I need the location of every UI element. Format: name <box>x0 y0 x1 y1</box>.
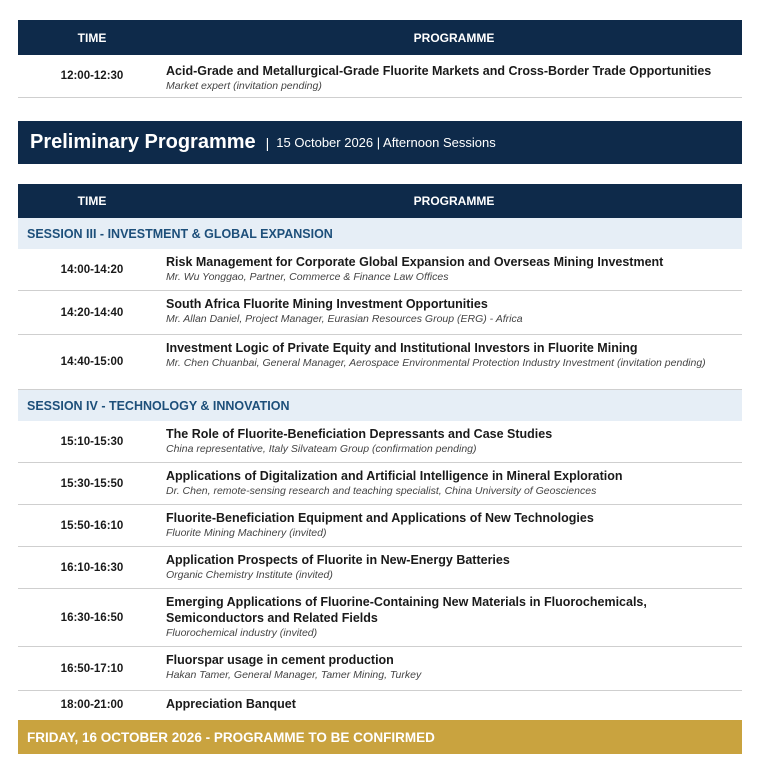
row-content <box>166 589 742 646</box>
table-row <box>18 647 742 691</box>
row-title: Fluorspar usage in cement production <box>166 653 394 667</box>
table-header <box>18 20 742 55</box>
row-title: Appreciation Banquet <box>166 697 296 711</box>
header-time: TIME <box>77 30 107 45</box>
row-content <box>166 291 742 334</box>
header-programme: PROGRAMME <box>413 194 495 208</box>
banner-separator: | <box>265 134 270 151</box>
row-speaker: Fluorite Mining Machinery (invited) <box>166 527 327 539</box>
row-time: 15:10-15:30 <box>60 435 124 448</box>
table-row <box>18 335 742 390</box>
table-row <box>18 291 742 335</box>
row-title: South Africa Fluorite Mining Investment Opportunities <box>166 297 488 311</box>
row-title: Applications of Digitalization and Artificial Intelligence in Mineral Exploration <box>166 469 623 483</box>
row-speaker: Hakan Tamer, General Manager, Tamer Mining, Turkey <box>166 669 422 681</box>
row-content <box>166 547 742 588</box>
row-time: 14:00-14:20 <box>60 263 124 276</box>
table-row <box>18 463 742 505</box>
row-content <box>166 421 742 462</box>
session-heading: SESSION IV - TECHNOLOGY & INNOVATION <box>18 390 742 421</box>
table-row <box>18 55 742 98</box>
row-content <box>166 463 742 504</box>
table-row <box>18 691 742 718</box>
row-content <box>166 335 742 389</box>
row-content <box>166 249 742 290</box>
row-time: 14:20-14:40 <box>60 306 124 319</box>
row-content <box>166 647 742 690</box>
row-title: Acid-Grade and Metallurgical-Grade Fluorite Markets and Cross-Border Trade Opportunities <box>166 64 712 78</box>
row-speaker: Mr. Wu Yonggao, Partner, Commerce & Finance Law Offices <box>166 271 449 283</box>
row-speaker: Fluorochemical industry (invited) <box>166 627 318 639</box>
row-title: Fluorite-Beneficiation Equipment and Applications of New Technologies <box>166 511 594 525</box>
friday-programme-banner: FRIDAY, 16 OCTOBER 2026 - PROGRAMME TO BE CONFIRMED <box>18 720 742 754</box>
header-programme: PROGRAMME <box>413 30 495 45</box>
row-speaker: Market expert (invitation pending) <box>166 80 322 92</box>
banner-title: Preliminary Programme <box>30 131 256 153</box>
row-speaker: Mr. Allan Daniel, Project Manager, Eurasian Resources Group (ERG) - Africa <box>166 313 523 325</box>
row-time: 16:10-16:30 <box>60 561 124 574</box>
row-speaker: Dr. Chen, remote-sensing research and teaching specialist, China University of Geosciences <box>166 485 597 497</box>
row-title: Emerging Applications of Fluorine-Containing New Materials in Fluorochemicals, Semiconductors and Related Fields <box>166 595 647 625</box>
row-content <box>166 55 742 97</box>
row-time: 16:50-17:10 <box>60 662 124 675</box>
table-row <box>18 547 742 589</box>
table-row <box>18 249 742 291</box>
row-speaker: Organic Chemistry Institute (invited) <box>166 569 333 581</box>
header-time: TIME <box>77 194 107 208</box>
row-title: Investment Logic of Private Equity and Institutional Investors in Fluorite Mining <box>166 341 638 355</box>
session-heading: SESSION III - INVESTMENT & GLOBAL EXPANSION <box>18 218 742 249</box>
row-time: 18:00-21:00 <box>60 698 124 711</box>
top-programme-table <box>18 20 742 98</box>
row-content <box>166 505 742 546</box>
afternoon-programme-table <box>18 184 742 718</box>
table-row <box>18 421 742 463</box>
table-row <box>18 589 742 647</box>
row-title: The Role of Fluorite-Beneficiation Depressants and Case Studies <box>166 427 553 441</box>
row-time: 15:30-15:50 <box>60 477 124 490</box>
row-time: 16:30-16:50 <box>60 611 124 624</box>
row-speaker: Mr. Chen Chuanbai, General Manager, Aerospace Environmental Protection Industry Investment (invitation pending) <box>166 357 706 369</box>
row-title: Application Prospects of Fluorite in New-Energy Batteries <box>166 553 510 567</box>
table-row <box>18 505 742 547</box>
row-speaker: China representative, Italy Silvateam Group (confirmation pending) <box>166 443 477 455</box>
programme-banner <box>18 121 742 164</box>
row-time: 12:00-12:30 <box>60 70 124 82</box>
row-title: Risk Management for Corporate Global Expansion and Overseas Mining Investment <box>166 255 664 269</box>
row-content <box>166 691 742 718</box>
row-time: 14:40-15:00 <box>60 356 124 368</box>
banner-subtitle: 15 October 2026 | Afternoon Sessions <box>276 135 496 150</box>
table-header <box>18 184 742 218</box>
row-time: 15:50-16:10 <box>60 519 124 532</box>
